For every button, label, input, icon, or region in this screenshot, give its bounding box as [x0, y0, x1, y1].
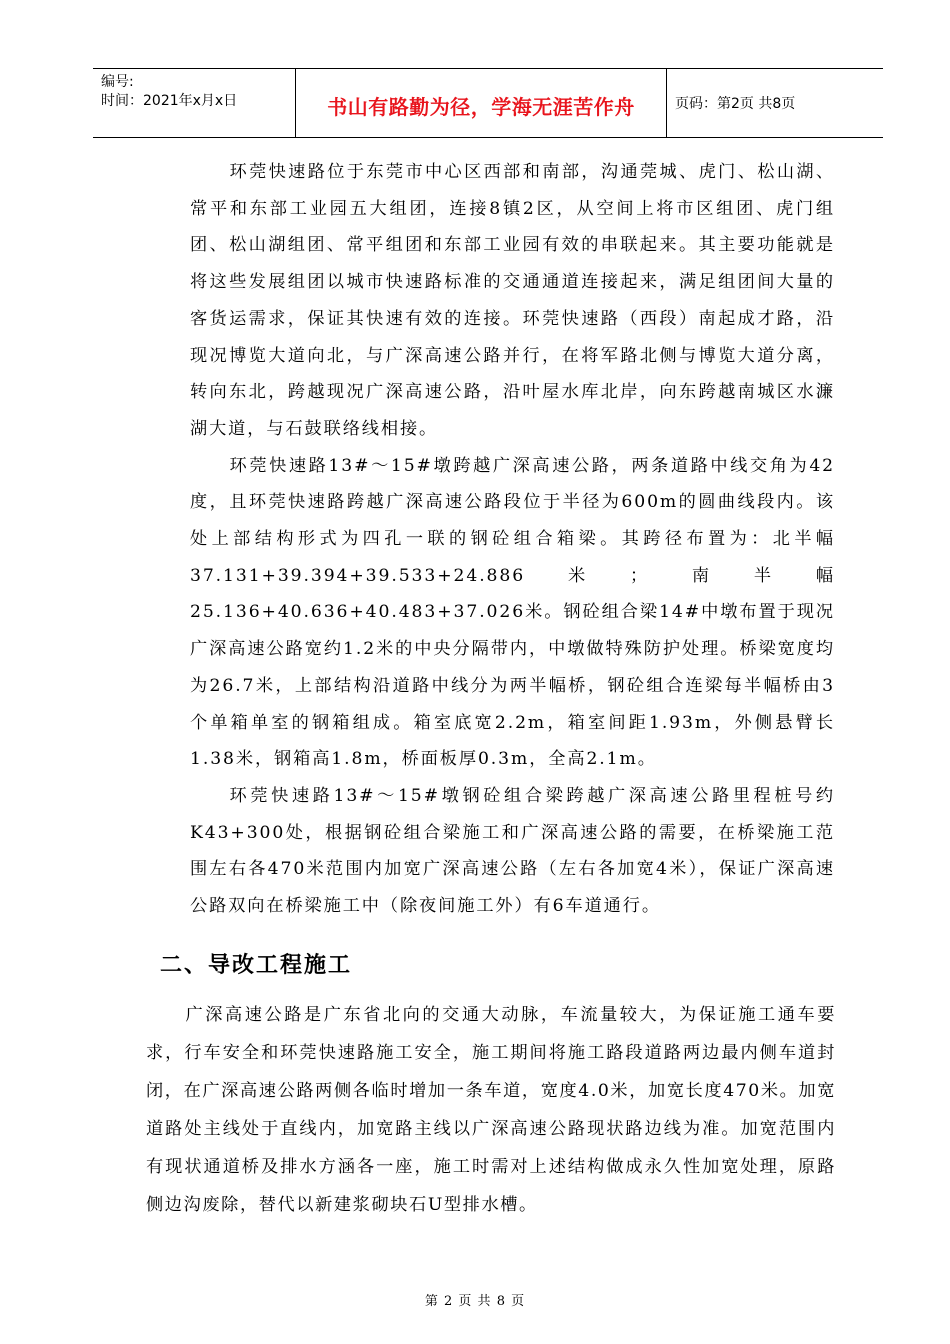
paragraph: 环莞快速路13#～15#墩跨越广深高速公路，两条道路中线交角为42度，且环莞快速路跨越广深高速公路段位于半径为600m的圆曲线段内。该处上部结构形式为四孔一联的钢砼组合箱梁。其跨径布置为：北半幅37.131+39.394+39.533+24.886米；南半幅 25.136+40.636+40.483+37.026米。钢砼组合梁14#中墩布置于现况广深高速公路宽约1.2米的中央分隔带内，中墩做特殊防护处理。桥梁宽度均为26.7米，上部结构沿道路中线分为两半幅桥，钢砼组合连梁每半幅桥由3个单箱单室的钢箱组成。箱室底宽2.2m，箱室间距1.93m，外侧悬臂长1.38米，钢箱高1.8m，桥面板厚0.3m，全高2.1m。 — [190, 455, 835, 770]
section-body-text — [146, 996, 836, 1224]
document-number-label: 编号: — [101, 74, 134, 90]
paragraph: 环莞快速路位于东莞市中心区西部和南部，沟通莞城、虎门、松山湖、常平和东部工业园五大组团，连接8镇2区，从空间上将市区组团、虎门组团、松山湖组团、常平组团和东部工业园有效的串联起来。其主要功能就是将这些发展组团以城市快速路标准的交通通道连接起来，满足组团间大量的客货运需求，保证其快速有效的连接。环莞快速路（西段）南起成才路，沿现况博览大道向北，与广深高速公路并行，在将军路北侧与博览大道分离，转向东北，跨越现况广深高速公路，沿叶屋水库北岸，向东跨越南城区水濂湖大道，与石鼓联络线相接。 — [190, 162, 835, 439]
page-header — [93, 68, 883, 138]
header-divider — [295, 69, 296, 137]
section-heading: 二、导改工程施工 — [160, 953, 353, 978]
document-time-label: 时间：2021年x月x日 — [101, 93, 238, 109]
paragraph: 环莞快速路13#～15#墩钢砼组合梁跨越广深高速公路里程桩号约K43+300处，根据钢砼组合梁施工和广深高速公路的需要，在桥梁施工范围左右各470米范围内加宽广深高速公路（左右各加宽4米），保证广深高速公路双向在桥梁施工中（除夜间施工外）有6车道通行。 — [190, 785, 835, 917]
header-motto: 书山有路勤为径，学海无涯苦作舟 — [327, 95, 635, 119]
body-text — [190, 154, 835, 925]
header-page-info: 页码：第2页 共8页 — [675, 96, 796, 112]
header-meta — [101, 73, 291, 111]
header-divider — [666, 69, 667, 137]
paragraph: 广深高速公路是广东省北向的交通大动脉，车流量较大，为保证施工通车要求，行车安全和环莞快速路施工安全，施工期间将施工路段道路两边最内侧车道封闭，在广深高速公路两侧各临时增加一条车道，宽度4.0米，加宽长度470米。加宽道路处主线处于直线内，加宽路主线以广深高速公路现状路边线为准。加宽范围内有现状通道桥及排水方涵各一座，施工时需对上述结构做成永久性加宽处理，原路侧边沟废除，替代以新建浆砌块石U型排水槽。 — [146, 1005, 836, 1215]
page-footer: 第 2 页 共 8 页 — [424, 1294, 526, 1309]
